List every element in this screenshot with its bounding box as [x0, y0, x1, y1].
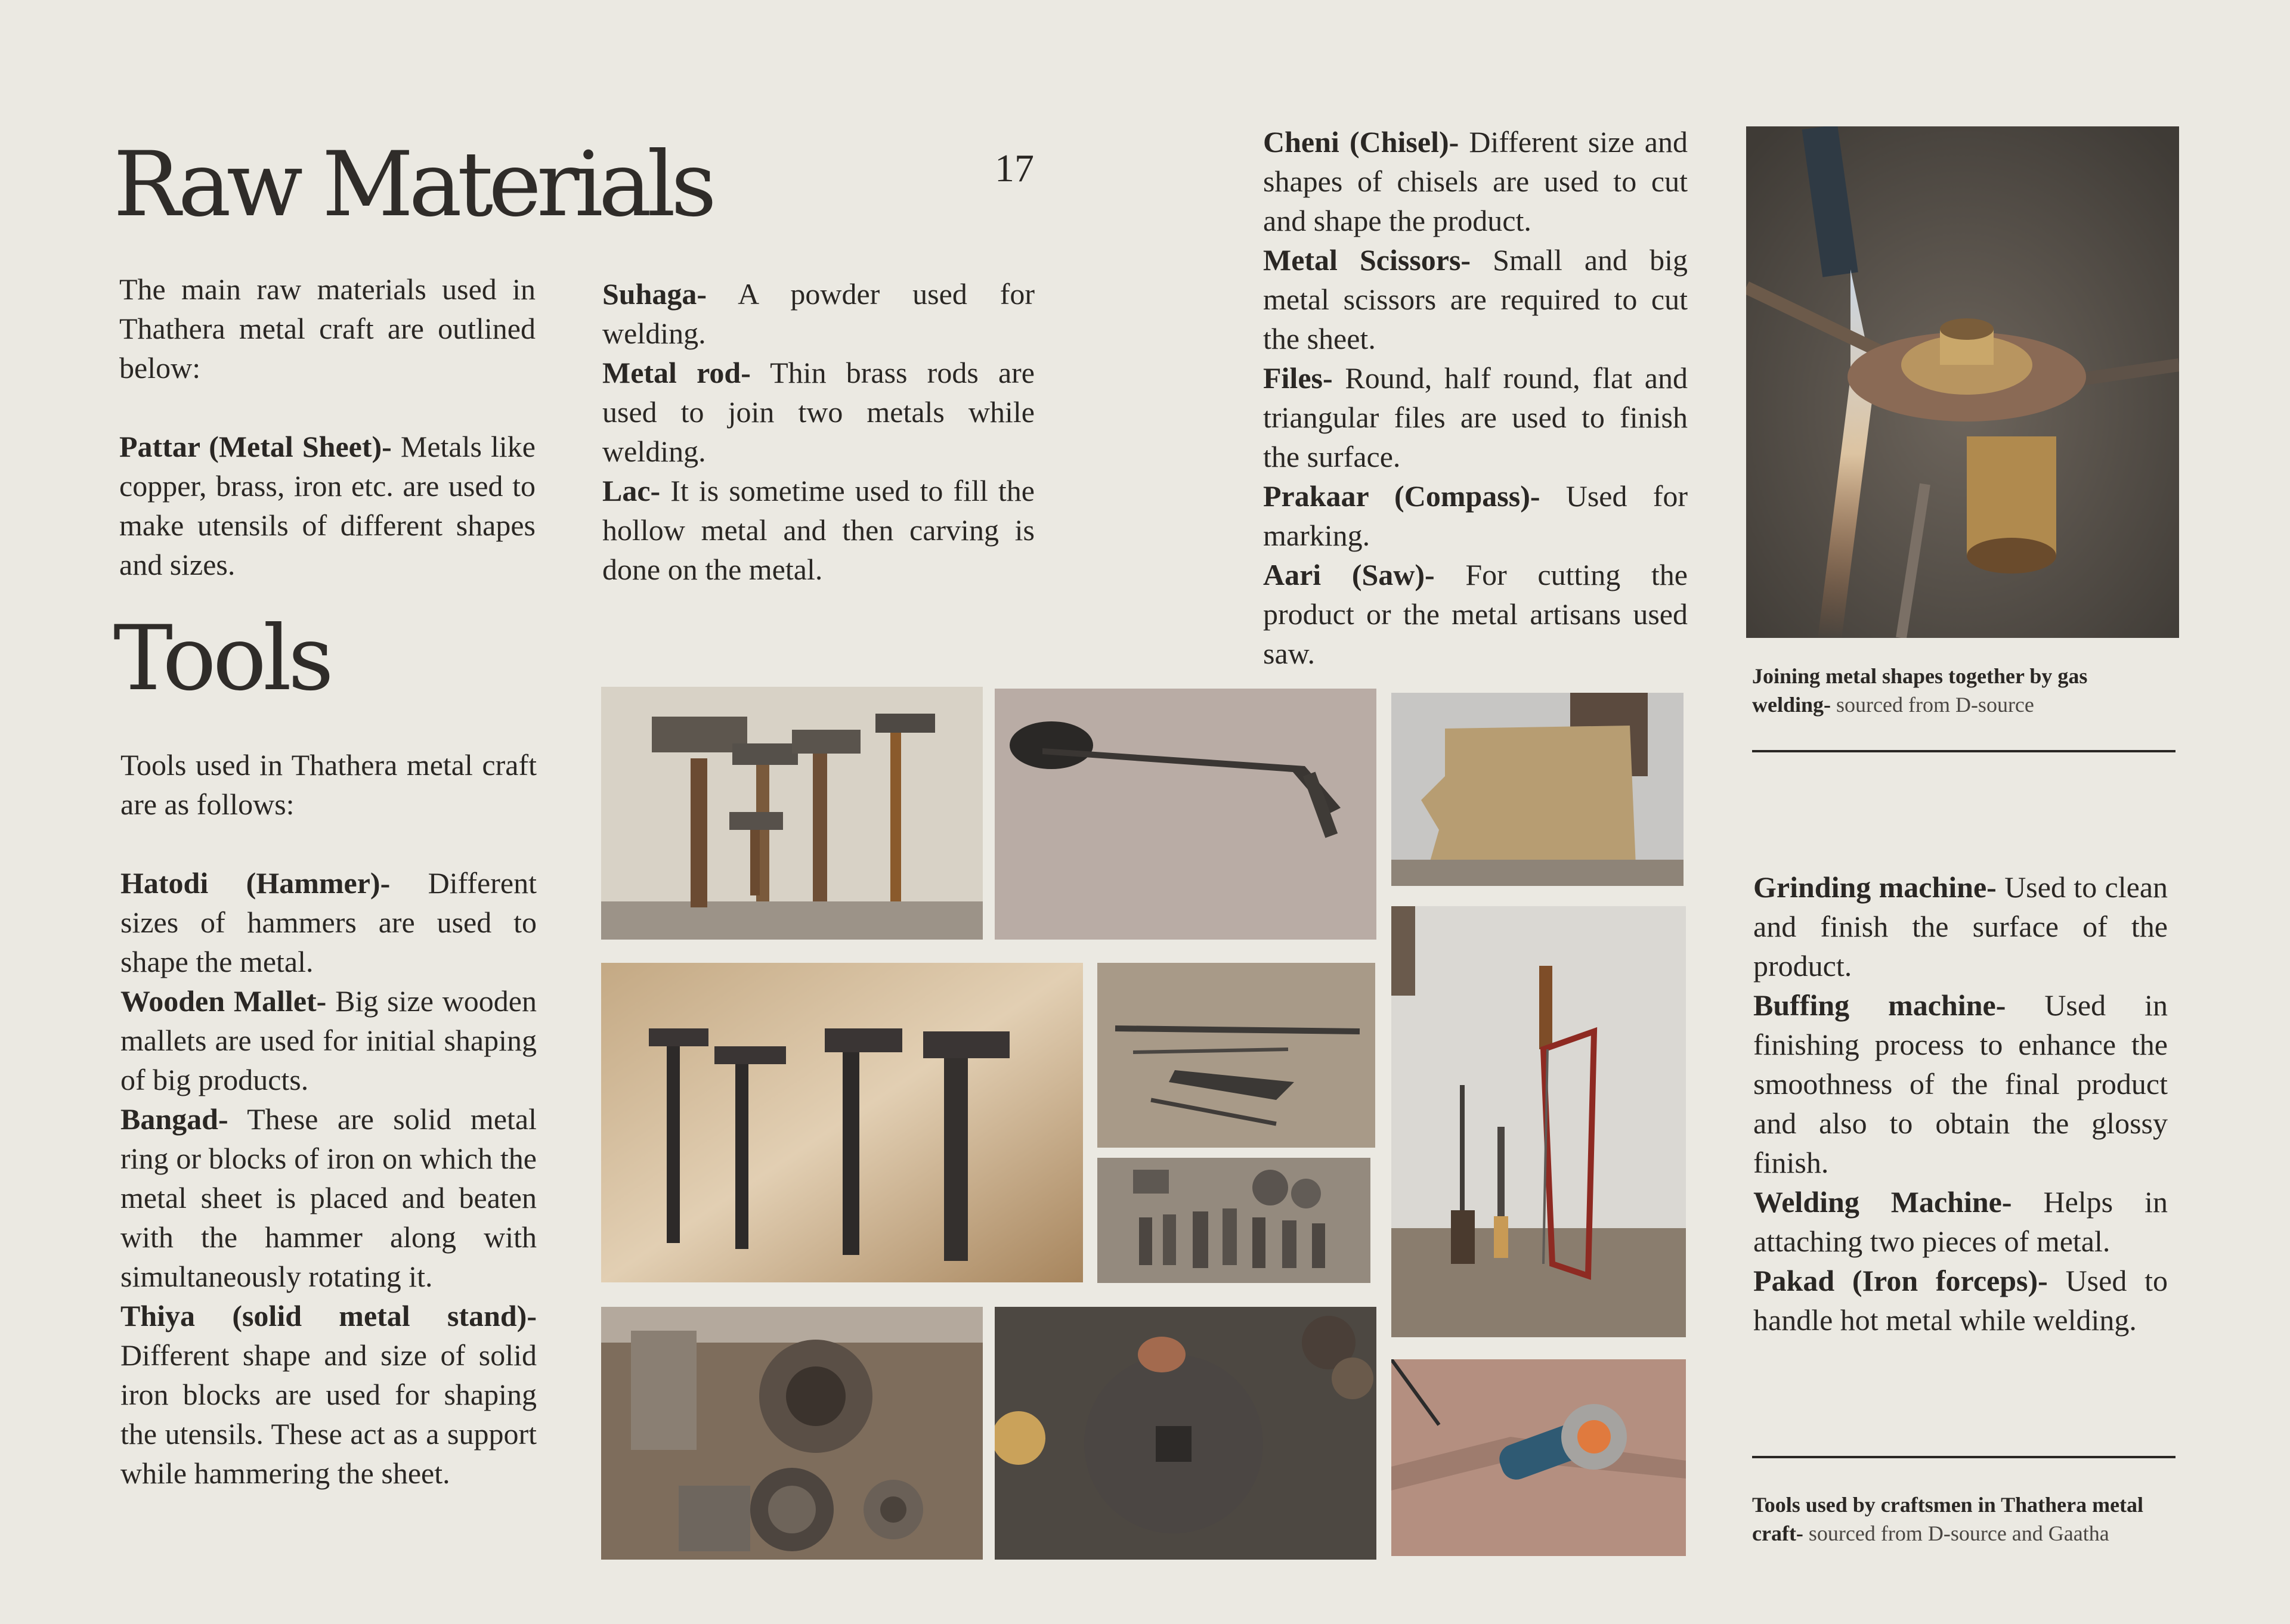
workshop-floor-photo: [995, 1307, 1376, 1560]
buffing-desc: Used in finishing process to enhance the smoothness of the final product and also to obtain the glossy finish.: [1753, 988, 2168, 1179]
scissors-desc: Small and big metal scissors are required to cut the sheet.: [1263, 243, 1688, 355]
cheni-desc: Different size and shapes of chisels are used to cut and shape the product.: [1263, 125, 1688, 237]
welding-paragraph: [1753, 1182, 2168, 1261]
pattar-paragraph: [119, 427, 536, 584]
aari-desc: For cutting the product or the metal artisans used saw.: [1263, 558, 1688, 670]
scissors-paragraph: [1263, 240, 1688, 358]
welding-desc: Helps in attaching two pieces of metal.: [1753, 1185, 2168, 1258]
tools-heading: Tools: [113, 607, 330, 711]
tools-caption-source: sourced from D-source and Gaatha: [1803, 1521, 2109, 1545]
lac-term: Lac-: [602, 474, 661, 507]
thiya-term: Thiya (solid metal stand)-: [120, 1299, 537, 1332]
thiya-paragraph: [120, 1296, 537, 1493]
raw-materials-column: [119, 269, 536, 584]
hammers-on-wall-photo: [601, 687, 983, 940]
aari-term: Aari (Saw)-: [1263, 558, 1435, 591]
bangad-paragraph: [120, 1099, 537, 1296]
tools-caption: [1752, 1490, 2170, 1548]
metal-rod-term: Metal rod-: [602, 356, 751, 389]
files-paragraph: [1263, 358, 1688, 476]
welding-caption-bold: Joining metal shapes together by gas welding-: [1752, 664, 2088, 717]
mallet-desc: Big size wooden mallets are used for initial shaping of big products.: [120, 984, 537, 1096]
mallet-paragraph: [120, 981, 537, 1099]
prakaar-term: Prakaar (Compass)-: [1263, 479, 1540, 513]
pattar-term: Pattar (Metal Sheet)-: [119, 430, 392, 463]
raw-materials-heading: Raw Materials: [113, 133, 713, 237]
raw-materials-column-2: [602, 274, 1035, 589]
welding-term: Welding Machine-: [1753, 1185, 2012, 1219]
small-tools-photo: [1097, 963, 1375, 1148]
bangad-desc: These are solid metal ring or blocks of iron on which the metal sheet is placed and beaten with the hammer along with simultaneously rotating it.: [120, 1102, 537, 1293]
iron-blocks-photo: [601, 1307, 983, 1560]
tools-column-3: [1263, 122, 1688, 673]
lac-paragraph: [602, 471, 1035, 589]
grinding-paragraph: [1753, 867, 2168, 985]
suhaga-desc: A powder used for welding.: [602, 277, 1035, 350]
grinding-term: Grinding machine-: [1753, 870, 1997, 904]
pakad-paragraph: [1753, 1261, 2168, 1340]
hatodi-desc: Different sizes of hammers are used to shape the metal.: [120, 866, 537, 978]
brass-sheet-photo: [1391, 693, 1684, 886]
tools-column-4: [1753, 867, 2168, 1340]
buffing-paragraph: [1753, 985, 2168, 1182]
thiya-desc: Different shape and size of solid iron blocks are used for shaping the utensils. These act as a support while hammering the sheet.: [120, 1338, 537, 1490]
metal-rod-paragraph: [602, 353, 1035, 471]
bangad-term: Bangad-: [120, 1102, 228, 1136]
buffing-term: Buffing machine-: [1753, 988, 2006, 1022]
raw-materials-intro: The main raw materials used in Thathera metal craft are outlined below:: [119, 272, 536, 385]
mallet-term: Wooden Mallet-: [120, 984, 327, 1018]
pattar-desc: Metals like copper, brass, iron etc. are used to make utensils of different shapes and sizes.: [119, 430, 536, 581]
aari-paragraph: [1263, 555, 1688, 673]
suhaga-term: Suhaga-: [602, 277, 707, 311]
scissors-photo: [995, 689, 1376, 940]
welding-caption-rule: [1752, 750, 2176, 752]
metal-rod-desc: Thin brass rods are used to join two metals while welding.: [602, 356, 1035, 468]
tools-caption-rule: [1752, 1456, 2176, 1458]
pakad-term: Pakad (Iron forceps)-: [1753, 1264, 2048, 1297]
tools-intro: Tools used in Thathera metal craft are as follows:: [120, 748, 537, 821]
gas-welding-photo: [1746, 126, 2179, 638]
pakad-desc: Used to handle hot metal while welding.: [1753, 1264, 2168, 1337]
hammers-on-brass-photo: [601, 963, 1083, 1282]
files-desc: Round, half round, flat and triangular files are used to finish the surface.: [1263, 361, 1688, 473]
welding-caption-source: sourced from D-source: [1831, 693, 2034, 717]
tools-column: [120, 745, 537, 1493]
page-number: 17: [995, 147, 1034, 190]
files-term: Files-: [1263, 361, 1333, 395]
lac-desc: It is sometime used to fill the hollow metal and then carving is done on the metal.: [602, 474, 1035, 586]
suhaga-paragraph: [602, 274, 1035, 353]
cheni-paragraph: [1263, 122, 1688, 240]
hatodi-term: Hatodi (Hammer)-: [120, 866, 391, 900]
hatodi-paragraph: [120, 863, 537, 981]
prakaar-desc: Used for marking.: [1263, 479, 1688, 552]
welding-caption: [1752, 662, 2134, 719]
cheni-term: Cheni (Chisel)-: [1263, 125, 1459, 159]
dies-and-punches-photo: [1097, 1158, 1370, 1283]
grinder-photo: [1391, 1359, 1686, 1556]
grinding-desc: Used to clean and finish the surface of the product.: [1753, 870, 2168, 983]
prakaar-paragraph: [1263, 476, 1688, 555]
scissors-term: Metal Scissors-: [1263, 243, 1471, 277]
saw-and-files-photo: [1391, 906, 1686, 1337]
tools-caption-bold: Tools used by craftsmen in Thathera metal craft-: [1752, 1493, 2144, 1545]
